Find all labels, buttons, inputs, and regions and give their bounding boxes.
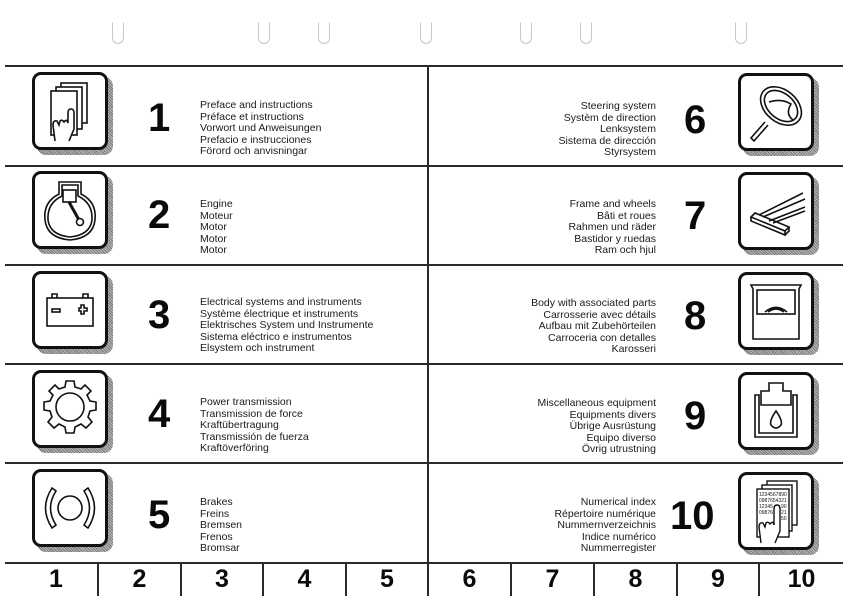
- divider-row: [5, 264, 843, 266]
- label-sv: Elsystem och instrument: [200, 342, 315, 355]
- cab-body-icon: [738, 272, 814, 350]
- punch-hole-mark: [580, 22, 592, 44]
- punch-hole-mark: [735, 22, 747, 44]
- section-labels: [200, 497, 242, 555]
- tab-section-6[interactable]: 6: [462, 565, 477, 593]
- divider-row: [5, 165, 843, 167]
- section-number: 6: [684, 98, 707, 142]
- section-number: 2: [148, 193, 171, 237]
- index-number-text: 1234567890: [759, 492, 787, 498]
- label-es: Sistema de dirección: [558, 134, 656, 147]
- tab-section-7[interactable]: 7: [545, 565, 560, 593]
- engine-piston-icon: [32, 171, 108, 249]
- section-labels: [538, 398, 656, 456]
- label-de: Elektrisches System und Instrumente: [200, 319, 374, 332]
- section-labels: [200, 297, 373, 355]
- section-labels: [559, 101, 656, 159]
- section-number: 7: [684, 194, 707, 238]
- label-fr: Préface et instructions: [200, 110, 304, 123]
- tab-section-5[interactable]: 5: [380, 565, 394, 593]
- label-en: Numerical index: [580, 496, 656, 508]
- tab-section-9[interactable]: 9: [711, 565, 725, 593]
- tab-section-4[interactable]: 4: [297, 565, 312, 593]
- label-de: Motor: [200, 221, 227, 234]
- brake-icon: [32, 469, 108, 547]
- tab-section-8[interactable]: 8: [628, 565, 643, 593]
- label-de: Nummernverzeichnis: [557, 519, 656, 532]
- label-de: Aufbau mit Zubehörteilen: [538, 320, 656, 333]
- label-sv: Bromsar: [200, 542, 240, 555]
- label-es: Indice numérico: [581, 530, 656, 543]
- divider-row: [5, 462, 843, 464]
- index-number-text: 90: [781, 504, 787, 510]
- label-en: Frame and wheels: [569, 198, 656, 210]
- label-en: Power transmission: [200, 396, 292, 408]
- label-de: Vorwort und Anweisungen: [200, 122, 322, 135]
- label-es: Bastidor y ruedas: [574, 232, 656, 245]
- section-labels: [200, 397, 309, 455]
- label-fr: Systèm de direction: [563, 111, 656, 124]
- label-es: Equipo diverso: [586, 431, 656, 444]
- label-de: Rahmen und räder: [568, 221, 656, 234]
- label-fr: Système électrique et instruments: [200, 307, 359, 320]
- label-en: Brakes: [200, 496, 233, 508]
- label-en: Miscellaneous equipment: [537, 397, 656, 409]
- label-es: Frenos: [200, 530, 233, 543]
- label-de: Übrige Ausrüstung: [569, 420, 656, 433]
- numerical-index-icon: [738, 472, 814, 550]
- steering-wheel-icon: [738, 73, 814, 151]
- label-es: Transmissión de fuerza: [200, 430, 309, 443]
- section-labels: [200, 100, 321, 158]
- section-number: 9: [684, 394, 707, 438]
- label-sv: Ram och hjul: [594, 244, 656, 257]
- label-fr: Freins: [200, 507, 230, 520]
- section-number: 10: [670, 494, 715, 538]
- label-sv: Övrig utrustning: [581, 443, 656, 456]
- label-en: Body with associated parts: [531, 297, 656, 309]
- frame-rails-icon: [738, 172, 814, 250]
- tab-section-3[interactable]: 3: [215, 565, 229, 593]
- label-en: Steering system: [580, 100, 656, 112]
- label-de: Lenksystem: [599, 123, 656, 136]
- index-number-text: 21: [781, 510, 787, 516]
- punch-hole-mark: [258, 22, 270, 44]
- label-fr: Répertoire numérique: [554, 507, 656, 520]
- section-labels: [554, 497, 656, 555]
- punch-hole-mark: [420, 22, 432, 44]
- label-sv: Nummerregister: [580, 542, 656, 555]
- label-en: Engine: [200, 198, 233, 210]
- section-labels: [568, 199, 656, 257]
- label-fr: Bâti et roues: [597, 209, 656, 222]
- section-number: 8: [684, 294, 707, 338]
- label-en: Electrical systems and instruments: [200, 296, 362, 308]
- label-sv: Kraftöverföring: [200, 442, 269, 455]
- section-labels: [200, 199, 233, 257]
- punch-hole-mark: [520, 22, 532, 44]
- divider-center: [427, 65, 429, 596]
- label-es: Motor: [200, 232, 227, 245]
- label-en: Preface and instructions: [200, 99, 313, 111]
- divider-row: [5, 363, 843, 365]
- label-fr: Moteur: [200, 209, 233, 222]
- label-es: Carroceria con detalles: [548, 331, 656, 344]
- index-number-text: 09876: [759, 510, 773, 516]
- gear-icon: [32, 370, 108, 448]
- index-number-text: 50: [781, 516, 787, 522]
- section-number: 1: [148, 96, 171, 140]
- label-sv: Karosseri: [611, 343, 656, 356]
- punch-hole-mark: [318, 22, 330, 44]
- label-sv: Förord och anvisningar: [200, 145, 308, 158]
- label-sv: Motor: [200, 244, 227, 257]
- label-de: Bremsen: [200, 519, 243, 532]
- tab-section-2[interactable]: 2: [132, 565, 147, 593]
- section-number: 5: [148, 493, 171, 537]
- index-number-text: 12345: [759, 504, 773, 510]
- label-es: Sistema eléctrico e instrumentos: [200, 330, 352, 343]
- label-sv: Styrsystem: [604, 146, 656, 159]
- punch-hole-mark: [112, 22, 124, 44]
- label-de: Kraftübertragung: [200, 419, 279, 432]
- label-fr: Carrosserie avec détails: [543, 308, 656, 321]
- battery-icon: [32, 271, 108, 349]
- section-number: 4: [148, 392, 171, 436]
- tab-section-1[interactable]: 1: [49, 565, 63, 593]
- divider-top: [5, 65, 843, 67]
- section-labels: [531, 298, 656, 356]
- hand-pointing-pages-icon: [32, 72, 108, 150]
- label-es: Prefacio e instrucciones: [200, 133, 312, 146]
- label-fr: Transmission de force: [200, 407, 303, 420]
- index-number-text: 0987654321: [759, 498, 787, 504]
- tab-section-10[interactable]: 10: [787, 565, 816, 593]
- fluid-container-icon: [738, 372, 814, 450]
- section-number: 3: [148, 293, 171, 337]
- label-fr: Equipments divers: [569, 408, 656, 421]
